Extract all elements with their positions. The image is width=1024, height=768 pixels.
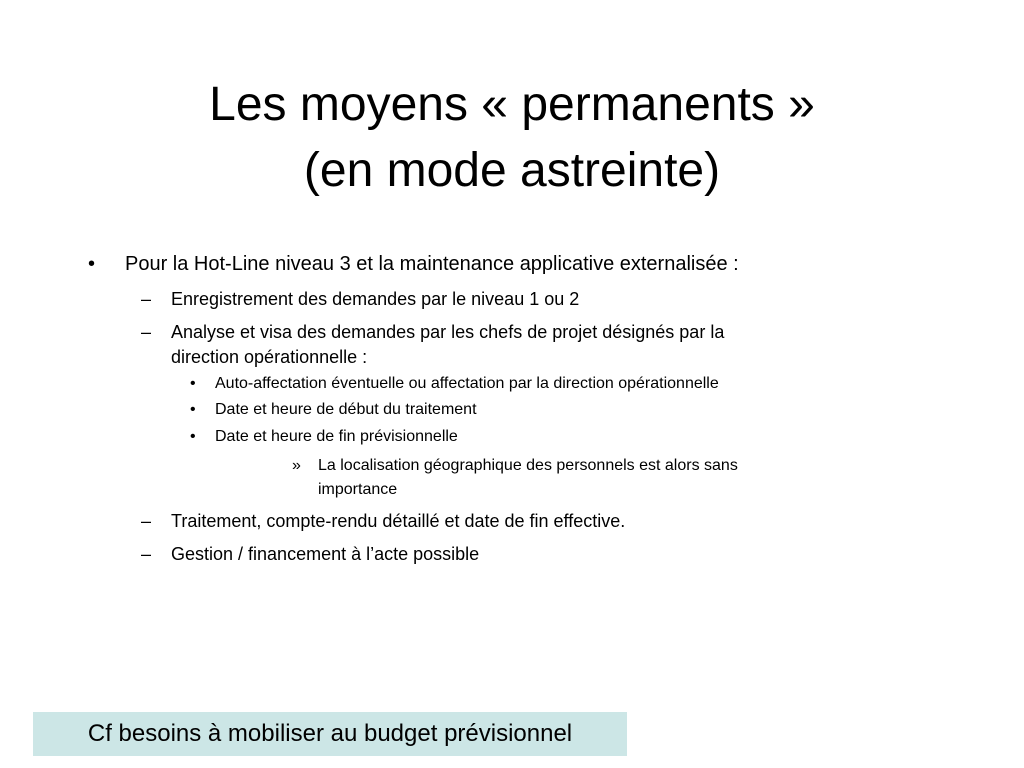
bullet-marker: • bbox=[88, 253, 96, 275]
small-bullet-marker: • bbox=[190, 428, 196, 445]
bullet-sub-2-item-1: Auto-affectation éventuelle ou affectation par la direction opérationnelle bbox=[215, 375, 719, 392]
slide-title-line1: Les moyens « permanents » bbox=[209, 78, 815, 131]
bullet-sub-2-item-2: Date et heure de début du traitement bbox=[215, 401, 477, 418]
bullet-sub-3: Traitement, compte-rendu détaillé et date de fin effective. bbox=[171, 511, 626, 531]
chevron-marker: » bbox=[292, 457, 301, 474]
bullet-sub-4: Gestion / financement à l’acte possible bbox=[171, 544, 480, 564]
budget-callout-box bbox=[33, 712, 627, 756]
slide-title-line2: (en mode astreinte) bbox=[303, 144, 721, 197]
bullet-deep-line1: La localisation géographique des personnels est alors sans bbox=[318, 457, 738, 474]
dash-marker: – bbox=[141, 322, 152, 342]
bullet-sub-2-line1: Analyse et visa des demandes par les chefs de projet désignés par la bbox=[171, 322, 725, 342]
small-bullet-marker: • bbox=[190, 375, 196, 392]
dash-marker: – bbox=[141, 544, 152, 564]
bullet-sub-2-item-3: Date et heure de fin prévisionnelle bbox=[215, 428, 458, 445]
bullet-sub-1: Enregistrement des demandes par le niveau 1 ou 2 bbox=[171, 289, 580, 309]
dash-marker: – bbox=[141, 289, 152, 309]
small-bullet-marker: • bbox=[190, 401, 196, 418]
callout-text: Cf besoins à mobiliser au budget prévisionnel bbox=[87, 720, 573, 747]
bullet-deep-line2: importance bbox=[318, 481, 398, 498]
bullet-main: Pour la Hot-Line niveau 3 et la maintenance applicative externalisée : bbox=[125, 253, 739, 275]
dash-marker: – bbox=[141, 511, 152, 531]
bullet-sub-2-line2: direction opérationnelle : bbox=[171, 347, 368, 367]
